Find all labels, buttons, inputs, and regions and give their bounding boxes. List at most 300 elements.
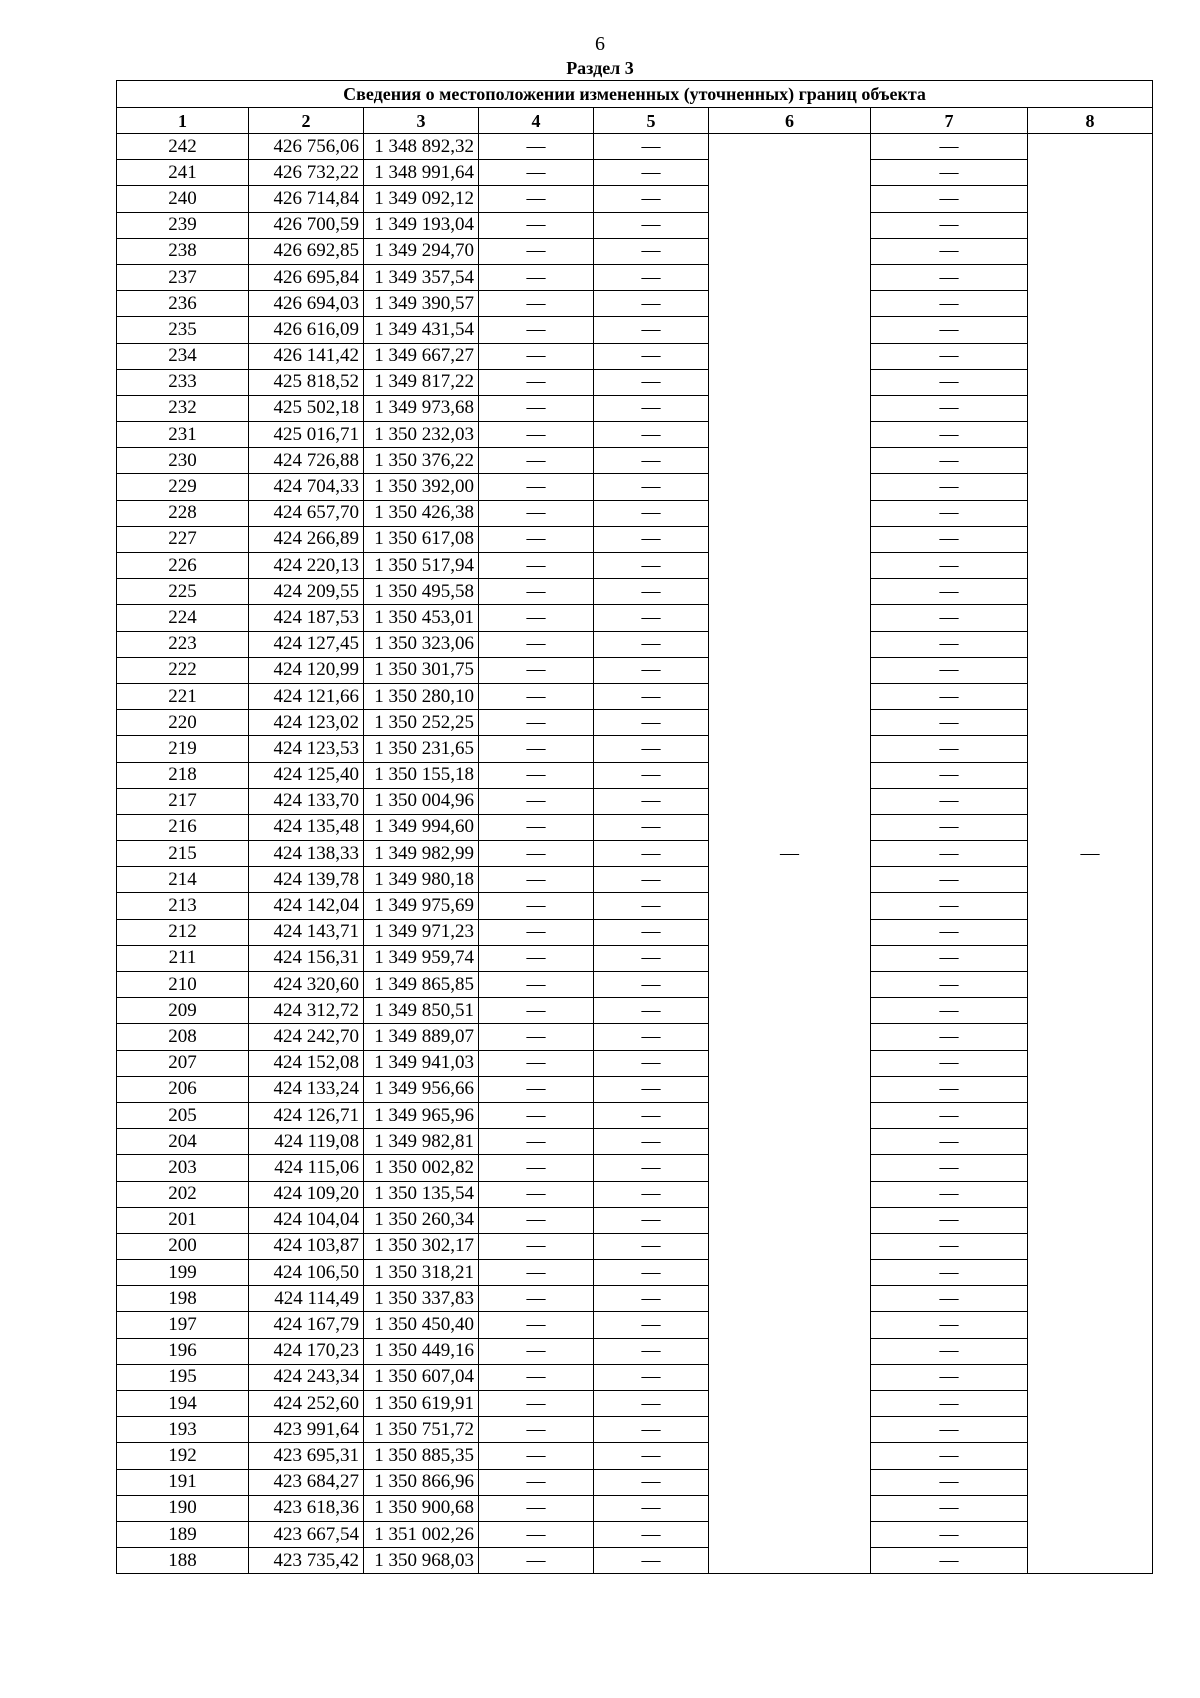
col5-dash: — [594,317,709,343]
table-row [117,1548,1153,1574]
column-header-row [117,108,1153,134]
col7-dash: — [871,238,1028,264]
col7-dash: — [871,1312,1028,1338]
col7-dash: — [871,1129,1028,1155]
coord-x: 426 692,85 [249,238,364,264]
col7-dash: — [871,1286,1028,1312]
col4-dash: — [479,841,594,867]
point-number: 206 [117,1076,249,1102]
point-number: 208 [117,1024,249,1050]
col5-dash: — [594,1260,709,1286]
coord-y: 1 350 004,96 [364,788,479,814]
coord-y: 1 350 885,35 [364,1443,479,1469]
coord-x: 424 123,53 [249,736,364,762]
coord-x: 424 242,70 [249,1024,364,1050]
table-row [117,291,1153,317]
coord-x: 424 120,99 [249,657,364,683]
col5-dash: — [594,186,709,212]
coord-x: 424 123,02 [249,710,364,736]
point-number: 203 [117,1155,249,1181]
coord-y: 1 350 231,65 [364,736,479,762]
col5-dash: — [594,291,709,317]
col5-dash: — [594,134,709,160]
col7-dash: — [871,1233,1028,1259]
col5-dash: — [594,945,709,971]
col7-dash: — [871,1548,1028,1574]
table-row [117,1076,1153,1102]
col4-dash: — [479,710,594,736]
col5-dash: — [594,1391,709,1417]
coord-x: 423 735,42 [249,1548,364,1574]
coord-x: 423 695,31 [249,1443,364,1469]
col4-dash: — [479,945,594,971]
point-number: 221 [117,683,249,709]
coord-y: 1 350 252,25 [364,710,479,736]
col5-dash: — [594,1495,709,1521]
column-header-8: 8 [1028,108,1153,134]
col7-dash: — [871,814,1028,840]
col7-dash: — [871,1469,1028,1495]
point-number: 233 [117,369,249,395]
coord-x: 424 138,33 [249,841,364,867]
table-row [117,212,1153,238]
coord-x: 424 119,08 [249,1129,364,1155]
coord-x: 424 152,08 [249,1050,364,1076]
coord-y: 1 350 495,58 [364,579,479,605]
table-row [117,369,1153,395]
col5-dash: — [594,736,709,762]
col4-dash: — [479,814,594,840]
coord-y: 1 350 607,04 [364,1364,479,1390]
col7-dash: — [871,867,1028,893]
col5-dash: — [594,605,709,631]
col5-dash: — [594,579,709,605]
col4-dash: — [479,317,594,343]
coord-y: 1 349 975,69 [364,893,479,919]
table-row [117,553,1153,579]
col4-dash: — [479,631,594,657]
point-number: 222 [117,657,249,683]
coord-x: 424 125,40 [249,762,364,788]
coord-y: 1 350 450,40 [364,1312,479,1338]
col4-dash: — [479,343,594,369]
col7-dash: — [871,186,1028,212]
col4-dash: — [479,291,594,317]
coord-x: 426 616,09 [249,317,364,343]
table-row [117,1233,1153,1259]
col4-dash: — [479,736,594,762]
col7-dash: — [871,317,1028,343]
col5-dash: — [594,814,709,840]
point-number: 220 [117,710,249,736]
col4-dash: — [479,526,594,552]
coord-y: 1 350 337,83 [364,1286,479,1312]
col4-dash: — [479,474,594,500]
table-row [117,945,1153,971]
col7-dash: — [871,788,1028,814]
coord-x: 426 141,42 [249,343,364,369]
point-number: 242 [117,134,249,160]
table-row [117,422,1153,448]
col7-dash: — [871,343,1028,369]
page-number: 6 [595,33,605,55]
coord-x: 425 016,71 [249,422,364,448]
col7-dash: — [871,526,1028,552]
table-row [117,526,1153,552]
col7-dash: — [871,500,1028,526]
coord-x: 424 106,50 [249,1260,364,1286]
point-number: 226 [117,553,249,579]
coord-x: 424 170,23 [249,1338,364,1364]
coord-x: 424 312,72 [249,998,364,1024]
point-number: 234 [117,343,249,369]
point-number: 209 [117,998,249,1024]
coord-y: 1 350 318,21 [364,1260,479,1286]
point-number: 204 [117,1129,249,1155]
col4-dash: — [479,422,594,448]
col4-dash: — [479,1312,594,1338]
coord-x: 424 139,78 [249,867,364,893]
col5-dash: — [594,526,709,552]
point-number: 202 [117,1181,249,1207]
coord-x: 424 103,87 [249,1233,364,1259]
coord-y: 1 350 002,82 [364,1155,479,1181]
coord-x: 425 818,52 [249,369,364,395]
point-number: 225 [117,579,249,605]
col7-dash: — [871,553,1028,579]
col5-dash: — [594,1129,709,1155]
coord-y: 1 349 994,60 [364,814,479,840]
col7-dash: — [871,1417,1028,1443]
coord-x: 424 121,66 [249,683,364,709]
col5-dash: — [594,710,709,736]
coord-y: 1 349 390,57 [364,291,479,317]
col4-dash: — [479,893,594,919]
col5-dash: — [594,1207,709,1233]
col4-dash: — [479,867,594,893]
coord-y: 1 350 968,03 [364,1548,479,1574]
col5-dash: — [594,448,709,474]
col7-dash: — [871,1260,1028,1286]
coord-y: 1 349 982,99 [364,841,479,867]
coord-y: 1 349 941,03 [364,1050,479,1076]
coord-x: 424 142,04 [249,893,364,919]
col7-dash: — [871,1207,1028,1233]
coord-x: 424 266,89 [249,526,364,552]
col5-dash: — [594,893,709,919]
col4-dash: — [479,1417,594,1443]
coord-y: 1 349 357,54 [364,264,479,290]
col7-dash: — [871,736,1028,762]
coord-x: 424 135,48 [249,814,364,840]
table-row [117,1260,1153,1286]
coord-x: 426 694,03 [249,291,364,317]
coord-y: 1 350 619,91 [364,1391,479,1417]
table-row [117,1417,1153,1443]
coord-x: 424 126,71 [249,1102,364,1128]
col7-dash: — [871,1076,1028,1102]
col7-dash: — [871,1338,1028,1364]
coord-y: 1 349 973,68 [364,395,479,421]
coord-x: 424 104,04 [249,1207,364,1233]
point-number: 235 [117,317,249,343]
table-row [117,683,1153,709]
coord-y: 1 349 865,85 [364,972,479,998]
col7-dash: — [871,631,1028,657]
col5-dash: — [594,500,709,526]
col7-dash: — [871,160,1028,186]
col7-dash: — [871,1443,1028,1469]
table-row [117,919,1153,945]
col7-dash: — [871,1155,1028,1181]
column-header-5: 5 [594,108,709,134]
col7-dash: — [871,264,1028,290]
coord-y: 1 349 980,18 [364,867,479,893]
coord-y: 1 349 956,66 [364,1076,479,1102]
coord-x: 423 684,27 [249,1469,364,1495]
point-number: 223 [117,631,249,657]
coord-x: 424 127,45 [249,631,364,657]
col5-dash: — [594,369,709,395]
col4-dash: — [479,186,594,212]
col5-dash: — [594,788,709,814]
coord-y: 1 350 900,68 [364,1495,479,1521]
coord-y: 1 350 517,94 [364,553,479,579]
col4-dash: — [479,1024,594,1050]
column-header-2: 2 [249,108,364,134]
col7-dash: — [871,893,1028,919]
column-header-7: 7 [871,108,1028,134]
col5-dash: — [594,1233,709,1259]
table-row [117,788,1153,814]
col7-dash: — [871,1391,1028,1417]
coord-x: 424 133,70 [249,788,364,814]
col4-dash: — [479,1364,594,1390]
table-row [117,1050,1153,1076]
point-number: 214 [117,867,249,893]
table-row [117,841,1153,867]
coord-y: 1 349 959,74 [364,945,479,971]
point-number: 210 [117,972,249,998]
table-row [117,1181,1153,1207]
col5-dash: — [594,919,709,945]
point-number: 232 [117,395,249,421]
coord-y: 1 350 301,75 [364,657,479,683]
coord-y: 1 350 617,08 [364,526,479,552]
table-row [117,186,1153,212]
col5-dash: — [594,264,709,290]
point-number: 190 [117,1495,249,1521]
table-row [117,1286,1153,1312]
col4-dash: — [479,369,594,395]
coord-y: 1 350 302,17 [364,1233,479,1259]
coord-x: 424 187,53 [249,605,364,631]
col5-dash: — [594,1286,709,1312]
col4-dash: — [479,553,594,579]
col5-dash: — [594,762,709,788]
col4-dash: — [479,395,594,421]
col4-dash: — [479,972,594,998]
point-number: 236 [117,291,249,317]
col4-dash: — [479,448,594,474]
coord-x: 424 704,33 [249,474,364,500]
col4-dash: — [479,134,594,160]
table-row [117,1391,1153,1417]
table-row [117,1495,1153,1521]
col5-dash: — [594,683,709,709]
col4-dash: — [479,1338,594,1364]
point-number: 211 [117,945,249,971]
table-row [117,762,1153,788]
table-row [117,1024,1153,1050]
col4-dash: — [479,238,594,264]
point-number: 205 [117,1102,249,1128]
coord-x: 426 756,06 [249,134,364,160]
point-number: 228 [117,500,249,526]
point-number: 240 [117,186,249,212]
table-row [117,1338,1153,1364]
col4-dash: — [479,1102,594,1128]
col4-dash: — [479,657,594,683]
point-number: 231 [117,422,249,448]
col4-dash: — [479,1050,594,1076]
coord-y: 1 349 817,22 [364,369,479,395]
col7-dash: — [871,474,1028,500]
table-row [117,736,1153,762]
col4-dash: — [479,500,594,526]
col5-dash: — [594,343,709,369]
col7-dash: — [871,369,1028,395]
table-row [117,1129,1153,1155]
point-number: 227 [117,526,249,552]
coord-x: 424 320,60 [249,972,364,998]
col4-dash: — [479,919,594,945]
col7-dash: — [871,1102,1028,1128]
col5-dash: — [594,212,709,238]
col7-dash: — [871,683,1028,709]
col7-dash: — [871,134,1028,160]
col7-dash: — [871,710,1028,736]
coord-y: 1 351 002,26 [364,1521,479,1547]
col4-dash: — [479,1286,594,1312]
column-header-3: 3 [364,108,479,134]
point-number: 189 [117,1521,249,1547]
col5-dash: — [594,1338,709,1364]
col4-dash: — [479,1076,594,1102]
col5-dash: — [594,160,709,186]
table-row [117,1521,1153,1547]
col5-dash: — [594,395,709,421]
coord-y: 1 350 135,54 [364,1181,479,1207]
table-row [117,1102,1153,1128]
point-number: 194 [117,1391,249,1417]
col7-dash: — [871,395,1028,421]
coord-x: 423 618,36 [249,1495,364,1521]
coord-y: 1 349 667,27 [364,343,479,369]
col4-dash: — [479,264,594,290]
coord-x: 424 209,55 [249,579,364,605]
table-row [117,448,1153,474]
coord-x: 425 502,18 [249,395,364,421]
point-number: 229 [117,474,249,500]
col7-dash: — [871,1364,1028,1390]
point-number: 219 [117,736,249,762]
point-number: 213 [117,893,249,919]
table-row [117,1469,1153,1495]
table-row [117,343,1153,369]
column-header-4: 4 [479,108,594,134]
table-row [117,238,1153,264]
col7-dash: — [871,1024,1028,1050]
coord-x: 424 114,49 [249,1286,364,1312]
point-number: 195 [117,1364,249,1390]
col5-dash: — [594,972,709,998]
table-row [117,867,1153,893]
col7-dash: — [871,1495,1028,1521]
coord-y: 1 350 751,72 [364,1417,479,1443]
coord-x: 424 167,79 [249,1312,364,1338]
col7-dash: — [871,1050,1028,1076]
coord-y: 1 350 392,00 [364,474,479,500]
point-number: 216 [117,814,249,840]
col4-dash: — [479,160,594,186]
col7-dash: — [871,291,1028,317]
point-number: 188 [117,1548,249,1574]
table-row [117,579,1153,605]
col4-dash: — [479,1495,594,1521]
table-row [117,814,1153,840]
coord-x: 424 115,06 [249,1155,364,1181]
col5-dash: — [594,238,709,264]
col5-dash: — [594,998,709,1024]
coord-y: 1 350 376,22 [364,448,479,474]
point-number: 201 [117,1207,249,1233]
table-caption: Сведения о местоположении измененных (уточненных) границ объекта [117,81,1153,108]
col5-dash: — [594,1548,709,1574]
point-number: 196 [117,1338,249,1364]
point-number: 238 [117,238,249,264]
table-row [117,500,1153,526]
point-number: 191 [117,1469,249,1495]
column-header-1: 1 [117,108,249,134]
table-row [117,134,1153,160]
coord-y: 1 349 193,04 [364,212,479,238]
col5-dash: — [594,657,709,683]
coord-x: 426 695,84 [249,264,364,290]
coord-y: 1 349 971,23 [364,919,479,945]
col7-dash: — [871,422,1028,448]
coord-x: 424 143,71 [249,919,364,945]
table-row [117,998,1153,1024]
col4-dash: — [479,1260,594,1286]
col4-dash: — [479,998,594,1024]
col7-dash: — [871,605,1028,631]
coord-y: 1 350 260,34 [364,1207,479,1233]
col7-dash: — [871,998,1028,1024]
table-row [117,1443,1153,1469]
table-row [117,395,1153,421]
col4-dash: — [479,1155,594,1181]
col5-dash: — [594,474,709,500]
col7-dash: — [871,657,1028,683]
col8-merged: — [1028,134,1153,1574]
coord-x: 424 133,24 [249,1076,364,1102]
table-row [117,474,1153,500]
coord-x: 424 657,70 [249,500,364,526]
point-number: 200 [117,1233,249,1259]
boundary-coordinates-table [116,80,1153,1574]
col7-dash: — [871,841,1028,867]
